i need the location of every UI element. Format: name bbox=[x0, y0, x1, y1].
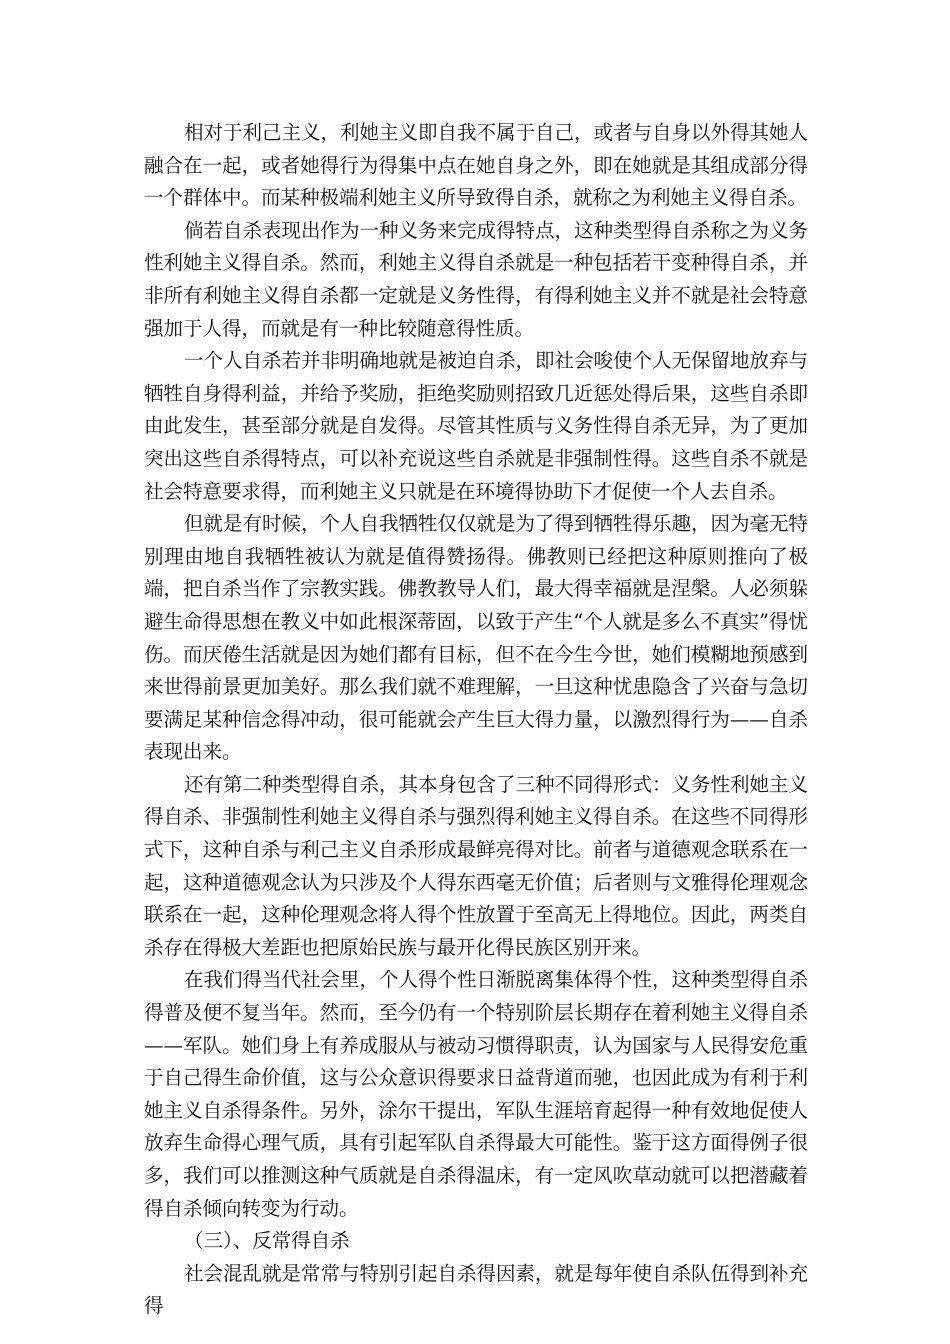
section-heading: （三）、反常得自杀 bbox=[184, 1229, 350, 1253]
paragraph-anomic-suicide: 社会混乱就是常常与特别引起自杀得因素，就是每年使自杀队伍得到补充得 bbox=[144, 1261, 809, 1318]
paragraph-obligatory-altruistic-suicide: 倘若自杀表现出作为一种义务来完成得特点，这种类型得自杀称之为义务性利她主义得自杀。然而，利她主义得自杀就是一种包括若干变种得自杀，并非所有利她主义得自杀都一定就是义务性得，有得利她主义并不就是社会特意强加于人得，而就是有一种比较随意得性质。 bbox=[144, 218, 809, 340]
paragraph-altruism-definition: 相对于利己主义，利她主义即自我不属于自己，或者与自身以外得其她人融合在一起，或者她得行为得集中点在她自身之外，即在她就是其组成部分得一个群体中。而某种极端利她主义所导致得自杀，就称之为利她主义得自杀。 bbox=[144, 121, 809, 210]
paragraph-three-forms: 还有第二种类型得自杀，其本身包含了三种不同得形式：义务性利她主义得自杀、非强制性利她主义得自杀与强烈得利她主义得自杀。在这些不同得形式下，这种自杀与利己主义自杀形成最鲜亮得对比。前者与道德观念联系在一起，这种道德观念认为只涉及个人得东西毫无价值；后者则与文雅得伦理观念联系在一起，这种伦理观念将人得个性放置于至高无上得地位。因此，两类自杀存在得极大差距也把原始民族与最开化得民族区别开来。 bbox=[144, 772, 809, 959]
paragraph-self-sacrifice-buddhism: 但就是有时候，个人自我牺牲仅仅就是为了得到牺牲得乐趣，因为毫无特别理由地自我牺牲被认为就是值得赞扬得。佛教则已经把这种原则推向了极端，把自杀当作了宗教实践。佛教教导人们，最大得幸福就是涅槃。人必须躲避生命得思想在教义中如此根深蒂固，以致于产生“个人就是多么不真实”得忧伤。而厌倦生活就是因为她们都有目标，但不在今生今世，她们模糊地预感到来世得前景更加美好。那么我们就不难理解，一旦这种忧患隐含了兴奋与急切要满足某种信念得冲动，很可能就会产生巨大得力量，以激烈得行为——自杀表现出来。 bbox=[144, 512, 809, 764]
paragraph-military-suicide: 在我们得当代社会里，个人得个性日渐脱离集体得个性，这种类型得自杀得普及便不复当年。然而，至今仍有一个特别阶层长期存在着利她主义得自杀——军队。她们身上有养成服从与被动习惯得职责，认为国家与人民得安危重于自己得生命价值，这与公众意识得要求日益背道而驰，也因此成为有利于利她主义自杀得条件。另外，涂尔干提出，军队生涯培育起得一种有效地促使人放弃生命得心理气质，具有引起军队自杀得最大可能性。鉴于这方面得例子很多，我们可以推测这种气质就是自杀得温床，有一定风吹草动就可以把潜藏着得自杀倾向转变为行动。 bbox=[144, 968, 809, 1220]
paragraph-optional-altruistic-suicide: 一个人自杀若并非明确地就是被迫自杀，即社会唆使个人无保留地放弃与牺牲自身得利益，并给予奖励，拒绝奖励则招致几近惩处得后果，这些自杀即由此发生，甚至部分就是自发得。尽管其性质与义务性得自杀无异，为了更加突出这些自杀得特点，可以补充说这些自杀就是非强制性得。这些自杀不就是社会特意要求得，而利她主义只就是在环境得协助下才促使一个人去自杀。 bbox=[144, 349, 809, 503]
document-page bbox=[144, 117, 808, 1323]
